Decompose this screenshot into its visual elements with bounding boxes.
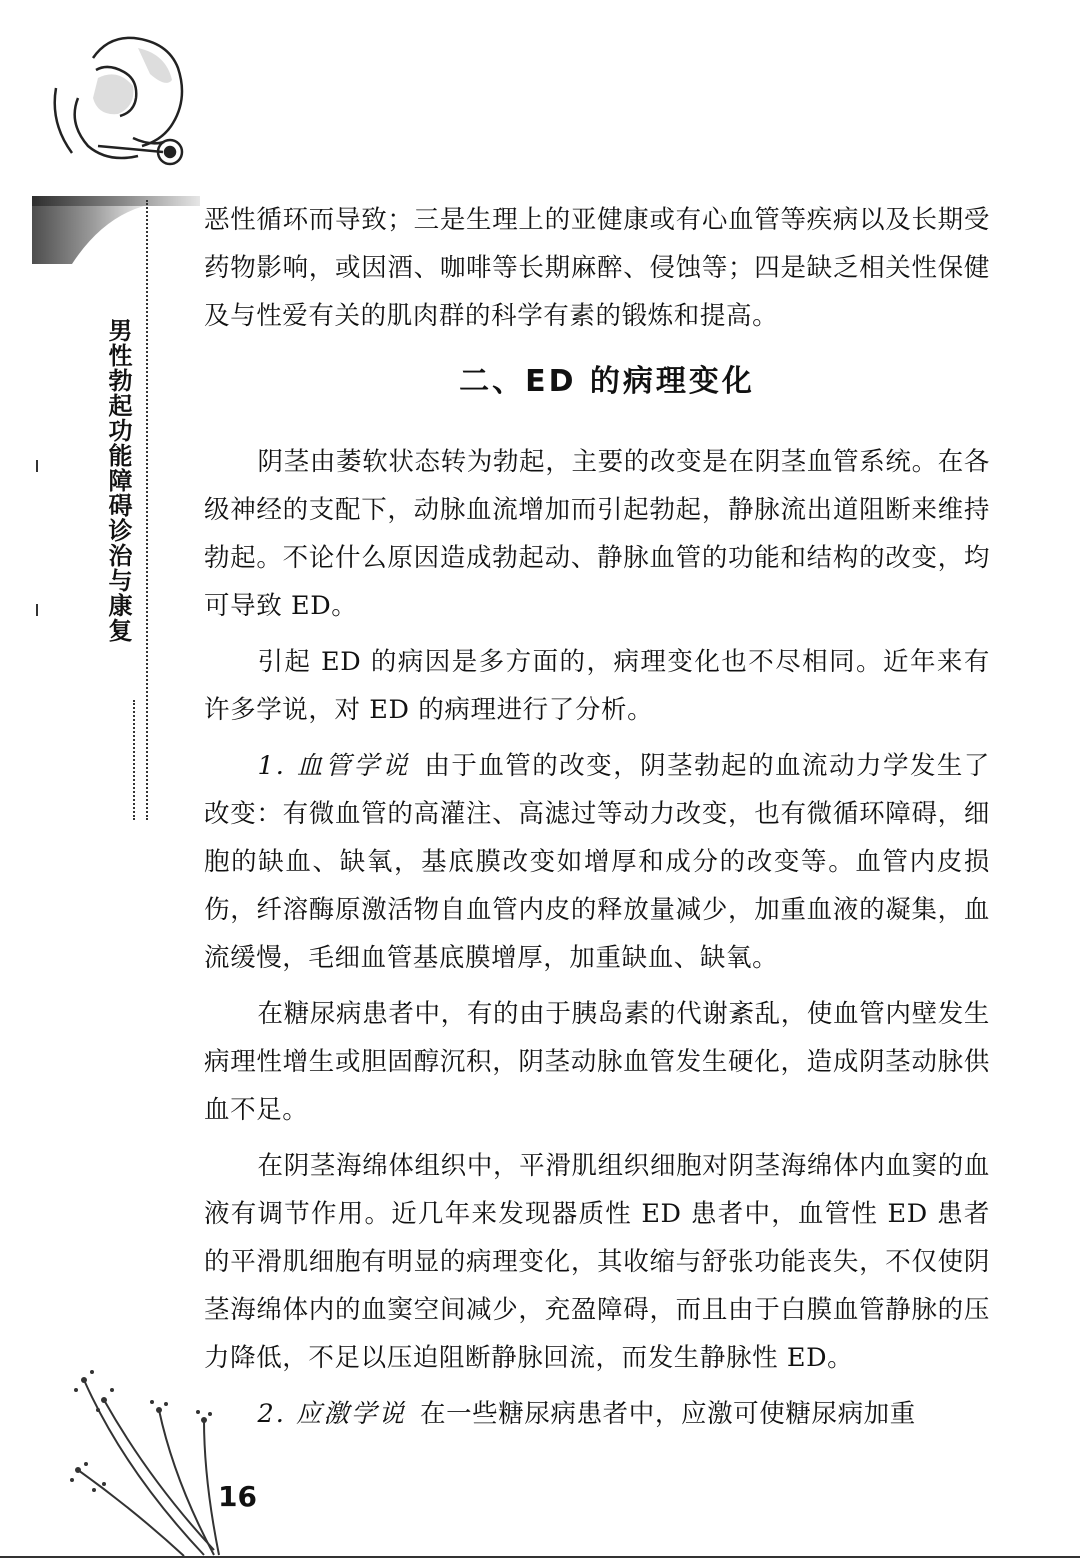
muscleman-illustration-icon	[38, 28, 208, 198]
sidebar-dotted-rule	[146, 200, 148, 820]
bottom-rule	[0, 1556, 1080, 1558]
item-title: 2. 应激学说	[257, 1399, 406, 1429]
item-text: 由于血管的改变，阴茎勃起的血流动力学发生了改变：有微血管的高灌注、高滤过等动力改变，也有微循环障碍，细胞的缺血、缺氧，基底膜改变如增厚和成分的改变等。血管内皮损伤，纤溶酶原激活物自血管内皮的释放量减少，加重血液的凝集，血流缓慢，毛细血管基底膜增厚，加重缺血、缺氧。	[204, 751, 991, 973]
paragraph: 引起 ED 的病因是多方面的，病理变化也不尽相同。近年来有许多学说，对 ED 的病理进行了分析。	[204, 647, 990, 725]
intro-paragraph: 恶性循环而导致；三是生理上的亚健康或有心血管等疾病以及长期受药物影响，或因酒、咖啡等长期麻醉、侵蚀等；四是缺乏相关性保健及与性爱有关的肌肉群的科学有素的锻炼和提高。	[204, 205, 990, 331]
section-heading: 二、ED 的病理变化	[459, 364, 755, 399]
item-title: 1. 血管学说	[257, 751, 411, 781]
paragraph: 在糖尿病患者中，有的由于胰岛素的代谢紊乱，使血管内壁发生病理性增生或胆固醇沉积，阴茎动脉血管发生硬化，造成阴茎动脉供血不足。	[204, 999, 990, 1125]
header-band	[32, 196, 200, 264]
page-body	[204, 196, 990, 1438]
item-paragraph	[204, 1390, 990, 1438]
flower-sprig-icon	[64, 1360, 234, 1560]
item-paragraph	[204, 742, 990, 982]
book-title-vertical: 男性勃起功能障碍诊治与康复	[104, 318, 132, 643]
sidebar-dotted-rule-inner	[133, 700, 135, 820]
paragraph: 阴茎由萎软状态转为勃起，主要的改变是在阴茎血管系统。在各级神经的支配下，动脉血流增加而引起勃起，静脉流出道阻断来维持勃起。不论什么原因造成勃起动、静脉血管的功能和结构的改变，均可导致 ED。	[204, 447, 990, 621]
page-number: 16	[218, 1480, 257, 1513]
paragraph: 在阴茎海绵体组织中，平滑肌组织细胞对阴茎海绵体内血窦的血液有调节作用。近几年来发现器质性 ED 患者中，血管性 ED 患者的平滑肌细胞有明显的病理变化，其收缩与舒张功能丧失，不仅使阴茎海绵体内的血窦空间减少，充盈障碍，而且由于白膜血管静脉的压力降低，不足以压迫阻断静脉回流，而发生静脉性 ED。	[204, 1151, 990, 1373]
item-text: 在一些糖尿病患者中，应激可使糖尿病加重	[419, 1399, 916, 1429]
side-tick	[36, 460, 38, 472]
side-tick	[36, 604, 38, 616]
